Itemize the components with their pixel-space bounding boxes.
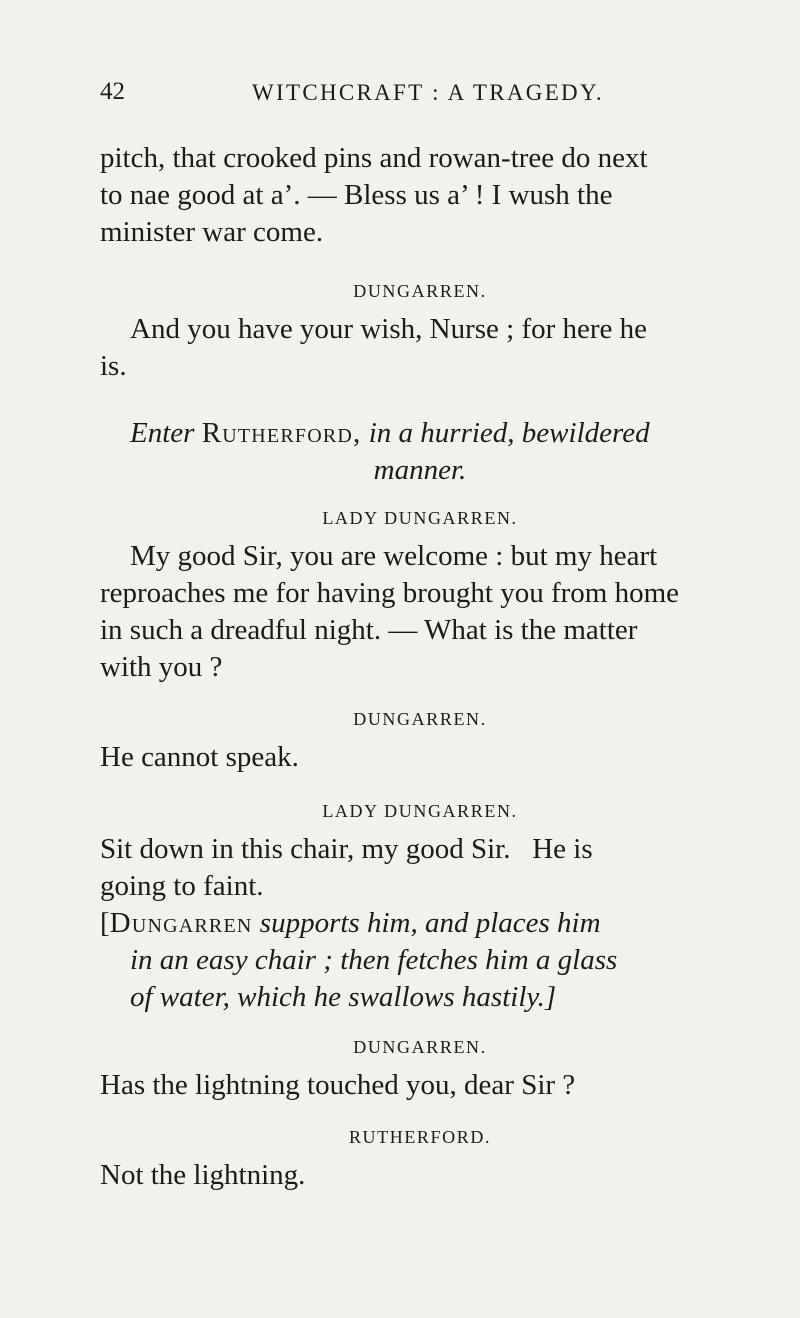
speech-block-lady-dungarren [100,831,740,905]
speaker-name: RUTHERFORD. [348,1127,492,1147]
speaker-name: DUNGARREN. [353,709,487,729]
text-line: in such a dreadful night. — What is the matter [100,614,638,646]
text-line: Not the lightning. [100,1159,306,1191]
running-title: WITCHCRAFT : A TRAGEDY. [252,80,604,105]
text-line: reproaches me for having brought you from home [100,577,680,609]
text-line: with you ? [100,651,223,683]
stage-text: in a hurried, bewildered [368,417,650,449]
stage-direction-supports [100,905,740,1016]
character-name: Rutherford, [201,417,362,449]
stage-text: manner. [373,454,467,486]
text-line: is. [100,350,127,382]
speech-block-nurse [100,140,740,288]
speech-block-dungarren [100,311,740,385]
text-line: going to faint. [100,870,264,902]
text-line: He cannot speak. [100,741,299,773]
page-header [100,78,700,118]
speaker-name: DUNGARREN. [353,281,487,301]
stage-text: in an easy chair ; then fetches him a glass [130,944,618,976]
text-line: Has the lightning touched you, dear Sir ? [100,1069,576,1101]
speech-block-rutherford [100,1157,740,1194]
text-line: Sit down in this chair, my good Sir. He is [100,833,593,865]
text-line: pitch, that crooked pins and rowan-tree do next [100,142,648,174]
text-line: to nae good at a’. — Bless us a’ ! I wush the [100,179,613,211]
stage-word: Enter [130,417,195,449]
stage-text: supports him, and places him [259,907,601,939]
speech-block-dungarren [100,739,740,776]
speaker-name: LADY DUNGARREN. [322,508,518,528]
stage-direction-enter [100,415,740,489]
page-body [100,140,740,1194]
character-name: Dungarren [109,907,253,939]
page-number: 42 [100,78,125,105]
text-line: And you have your wish, Nurse ; for here he [130,313,648,345]
text-line: My good Sir, you are welcome : but my heart [130,540,658,572]
speech-block-dungarren [100,1067,740,1104]
speaker-name: DUNGARREN. [353,1037,487,1057]
speaker-name: LADY DUNGARREN. [322,801,518,821]
text-line: minister war come. [100,216,324,248]
speech-block-lady-dungarren [100,538,740,686]
stage-text: of water, which he swallows hastily.] [130,981,557,1013]
bracket: [ [100,907,110,939]
